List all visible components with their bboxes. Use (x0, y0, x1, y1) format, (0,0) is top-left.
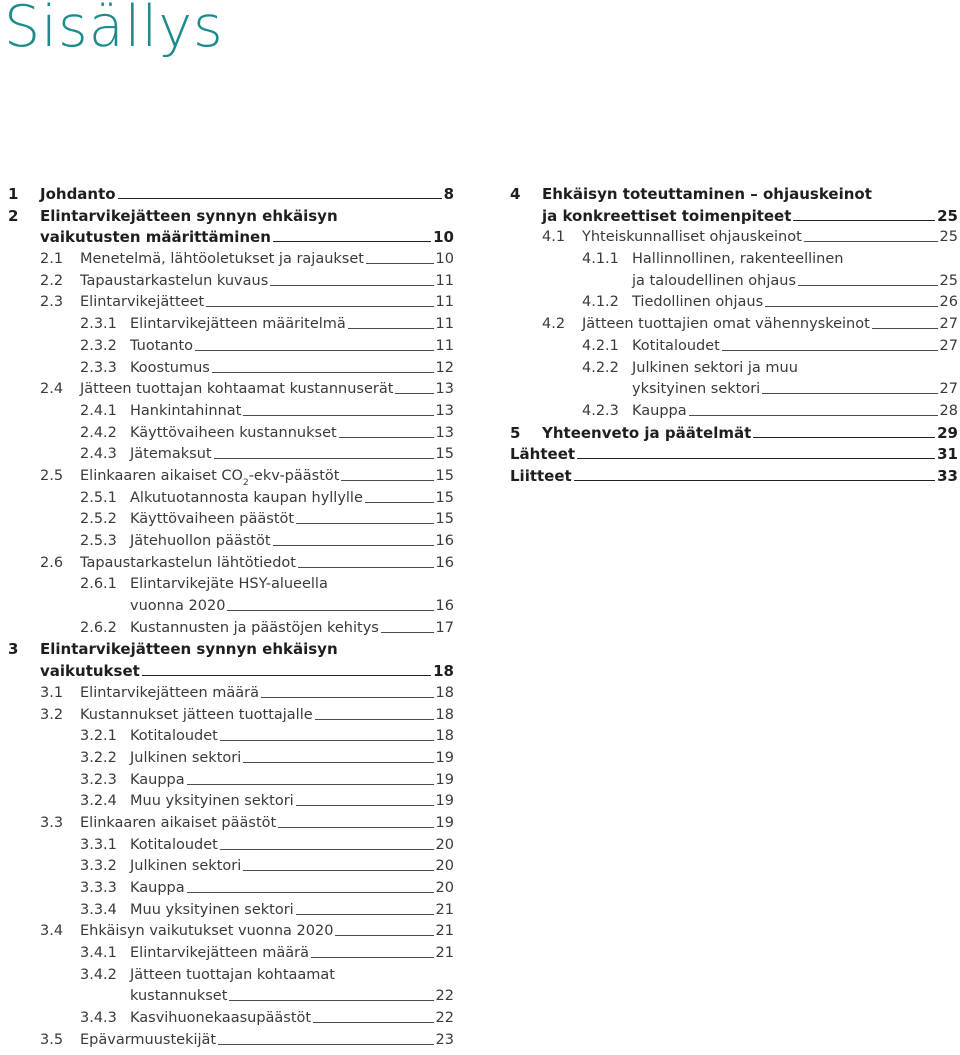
toc-entry-label: Alkutuotannosta kaupan hyllylle (130, 489, 363, 506)
toc-entry-label: Elintarvikejätteen määrä (80, 684, 260, 701)
toc-entry[interactable] (8, 986, 454, 1008)
toc-entry-number: 2.3.1 (80, 316, 117, 333)
toc-entry-page: 25 (937, 206, 958, 225)
leader-line (689, 401, 938, 416)
leader-line (366, 249, 434, 264)
toc-entry-label: Jätehuollon päästöt (130, 533, 271, 549)
toc-entry-label: Julkinen sektori (130, 858, 242, 875)
toc-entry-page: 23 (435, 1031, 454, 1048)
leader-line (273, 531, 434, 546)
toc-entry-page: 21 (435, 923, 454, 940)
toc-entry-page: 13 (435, 424, 454, 441)
toc-entry-page: 20 (435, 858, 454, 875)
toc-left-column (8, 184, 454, 1052)
toc-entry-label: Jätteen tuottajan kohtaamat kustannuserät (80, 381, 394, 398)
leader-line (753, 423, 935, 438)
toc-entry-label: Yhteenveto ja päätelmät (542, 423, 752, 442)
toc-entry-page: 18 (435, 684, 454, 701)
toc-entry-label: Muu yksityinen sektori (130, 793, 294, 810)
toc-entry-label: Jätemaksut (130, 446, 212, 463)
toc-entry-number: 3.3.1 (80, 836, 117, 853)
toc-entry-number: 3.5 (40, 1031, 64, 1048)
toc-entry-number: 2.5.1 (80, 489, 117, 506)
toc-entry-label: Tapaustarkastelun lähtötiedot (80, 554, 296, 571)
toc-entry-label: Julkinen sektori (130, 749, 242, 766)
leader-line (118, 184, 442, 199)
toc-entry-number: 5 (510, 423, 521, 442)
toc-entry[interactable] (8, 488, 454, 510)
toc-entry[interactable] (8, 726, 454, 748)
toc-entry-number: 3.2 (40, 706, 64, 723)
leader-line (798, 271, 938, 286)
toc-entry-label: Kauppa (130, 771, 185, 788)
toc-entry-number: 3.3.3 (80, 880, 117, 896)
toc-entry[interactable] (8, 618, 454, 640)
toc-entry-page: 11 (435, 294, 454, 311)
toc-entry[interactable] (8, 661, 454, 683)
toc-entry-label: ja taloudellinen ohjaus (632, 272, 797, 289)
leader-line (229, 986, 433, 1001)
toc-entry-page: 28 (939, 402, 958, 419)
toc-entry[interactable] (510, 249, 958, 271)
toc-entry-label: Kauppa (632, 402, 687, 419)
toc-entry-number: 3.4.3 (80, 1010, 117, 1027)
toc-entry-label: vaikutusten määrittäminen (40, 228, 271, 247)
page-title: Sisällys (4, 0, 224, 60)
toc-entry-number: 4.1 (542, 229, 566, 246)
toc-entry-label: Yhteiskunnalliset ohjauskeinot (582, 229, 802, 246)
leader-line (270, 271, 433, 286)
toc-entry[interactable] (8, 358, 454, 380)
leader-line (220, 835, 434, 850)
toc-entry-label: Elintarvikejäte HSY-alueella (130, 576, 328, 593)
toc-entry[interactable] (8, 423, 454, 445)
toc-entry-number: 3.2.2 (80, 749, 117, 766)
toc-entry-page: 19 (435, 771, 454, 788)
toc-entry[interactable] (8, 943, 454, 965)
toc-entry-page: 29 (937, 423, 958, 442)
toc-entry-page: 10 (433, 228, 454, 247)
toc-entry[interactable] (8, 574, 454, 596)
toc-entry[interactable] (510, 314, 958, 336)
toc-entry-label: Jätteen tuottajien omat vähennyskeinot (582, 316, 870, 333)
toc-entry-number: 4.1.2 (582, 294, 619, 311)
toc-entry-label: Kotitaloudet (632, 337, 720, 354)
toc-entry-page: 21 (435, 901, 454, 918)
toc-entry-label: Käyttövaiheen kustannukset (130, 424, 337, 441)
toc-entry[interactable] (8, 553, 454, 575)
leader-line (315, 705, 434, 720)
toc-entry-label: Kustannusten ja päästöjen kehitys (130, 619, 379, 636)
toc-entry-label: Elintarvikejätteet (80, 294, 205, 311)
toc-entry-label: Elinkaaren aikaiset päästöt (80, 814, 277, 831)
toc-entry-page: 18 (433, 662, 454, 681)
toc-entry-page: 25 (939, 229, 958, 246)
toc-entry-number: 4.2.1 (582, 337, 619, 354)
toc-entry-label: Kasvihuonekaasupäästöt (130, 1010, 312, 1027)
toc-entry[interactable] (8, 878, 454, 900)
toc-entry-label: ja konkreettiset toimenpiteet (542, 206, 792, 225)
toc-entry[interactable] (510, 358, 958, 380)
leader-line (273, 227, 431, 242)
leader-line (278, 813, 433, 828)
toc-entry-page: 16 (435, 533, 454, 549)
toc-entry-label: Hankintahinnat (130, 402, 242, 419)
toc-entry-page: 19 (435, 749, 454, 766)
toc-entry-page: 33 (937, 466, 958, 485)
toc-entry[interactable] (510, 336, 958, 358)
toc-entry[interactable] (8, 900, 454, 922)
toc-entry-page: 15 (435, 467, 454, 484)
toc-entry[interactable] (8, 1030, 454, 1052)
toc-right-column (510, 184, 958, 488)
toc-entry-label: Elintarvikejätteen määrä (130, 945, 310, 962)
toc-entry-label: Julkinen sektori ja muu (632, 359, 798, 376)
toc-entry-page: 26 (939, 294, 958, 311)
toc-entry-number: 3.3 (40, 814, 64, 831)
toc-entry-label: Kustannukset jätteen tuottajalle (80, 706, 313, 723)
toc-entry-number: 2.3.3 (80, 359, 117, 376)
toc-entry[interactable] (8, 596, 454, 618)
toc-entry[interactable] (8, 271, 454, 293)
toc-entry-page: 15 (435, 489, 454, 506)
toc-entry-number: 2.6.1 (80, 576, 117, 593)
toc-entry[interactable] (510, 423, 958, 445)
toc-entry-page: 25 (939, 272, 958, 289)
toc-entry[interactable] (8, 379, 454, 401)
toc-entry-label: Muu yksityinen sektori (130, 901, 294, 918)
toc-entry[interactable] (8, 856, 454, 878)
toc-entry-page: 27 (939, 381, 958, 398)
toc-entry-page: 31 (937, 445, 958, 464)
toc-entry-label: Johdanto (40, 185, 116, 203)
leader-line (243, 856, 433, 871)
leader-line (220, 726, 434, 741)
toc-entry-number: 2.6 (40, 554, 64, 571)
toc-entry-number: 3.2.3 (80, 771, 117, 788)
toc-entry-label: kustannukset (130, 988, 228, 1005)
toc-entry[interactable] (510, 466, 958, 488)
toc-entry[interactable] (8, 401, 454, 423)
toc-entry-number: 2.3 (40, 294, 64, 311)
toc-entry-page: 13 (435, 381, 454, 398)
toc-entry-number: 2 (8, 206, 19, 225)
toc-entry-number: 3.2.1 (80, 728, 117, 745)
toc-entry[interactable] (510, 379, 958, 401)
toc-entry-page: 11 (435, 316, 454, 333)
toc-entry-page: 18 (435, 728, 454, 745)
leader-line (381, 618, 434, 633)
toc-entry-label: Kotitaloudet (130, 728, 218, 745)
toc-entry-number: 4.2 (542, 316, 566, 333)
toc-entry[interactable] (510, 227, 958, 249)
leader-line (243, 401, 433, 416)
toc-entry-page: 15 (435, 446, 454, 463)
toc-entry-label: Käyttövaiheen päästöt (130, 511, 295, 528)
leader-line (212, 358, 434, 373)
toc-entry-page: 27 (939, 316, 958, 333)
toc-entry[interactable] (510, 271, 958, 293)
toc-entry-number: 2.1 (40, 251, 64, 268)
leader-line (227, 596, 433, 611)
toc-entry-page: 8 (443, 185, 454, 203)
toc-entry-number: 3.1 (40, 684, 64, 701)
toc-entry-number: 3.3.4 (80, 901, 117, 918)
toc-entry-page: 16 (435, 598, 454, 615)
toc-entry-page: 11 (435, 272, 454, 289)
toc-entry-number: 2.4.2 (80, 424, 117, 441)
toc-entry-number: 3.4 (40, 923, 64, 940)
leader-line (577, 444, 935, 459)
toc-entry-number: 3.3.2 (80, 858, 117, 875)
toc-entry[interactable] (8, 791, 454, 813)
toc-entry[interactable] (510, 184, 958, 206)
toc-entry-number: 4.1.1 (582, 251, 619, 268)
toc-entry-page: 20 (435, 836, 454, 853)
toc-entry-label: Elinkaaren aikaiset $CO_2-ekv$-päästöt (80, 467, 340, 488)
toc-entry[interactable] (8, 813, 454, 835)
toc-entry-page: 19 (435, 814, 454, 831)
toc-entry-label: Tiedollinen ohjaus (632, 294, 764, 311)
leader-line (298, 553, 434, 568)
leader-line (311, 943, 434, 958)
toc-entry[interactable] (8, 639, 454, 661)
leader-line (218, 1030, 433, 1045)
toc-entry-number: 3.2.4 (80, 793, 117, 810)
leader-line (339, 423, 434, 438)
toc-entry[interactable] (8, 1008, 454, 1030)
toc-entry-label: Tapaustarkastelun kuvaus (80, 272, 269, 289)
toc-entry[interactable] (510, 401, 958, 423)
toc-entry-label: Kotitaloudet (130, 836, 218, 853)
toc-entry-number: 2.4.3 (80, 446, 117, 463)
toc-entry-page: 19 (435, 793, 454, 810)
leader-line (187, 878, 434, 893)
leader-line (793, 206, 935, 221)
toc-entry-label: Hallinnollinen, rakenteellinen (632, 251, 844, 268)
leader-line (765, 292, 937, 307)
toc-entry[interactable] (510, 206, 958, 228)
toc-entry-number: 4 (510, 185, 521, 203)
toc-entry-number: 2.5.3 (80, 533, 117, 549)
toc-entry-label: Lähteet (510, 445, 576, 464)
toc-entry-label: Liitteet (510, 466, 572, 485)
toc-entry-label: Tuotanto (130, 337, 194, 354)
toc-entry-page: 22 (435, 988, 454, 1005)
toc-entry[interactable] (8, 965, 454, 987)
toc-entry-page: 22 (435, 1010, 454, 1027)
toc-entry-label: Elintarvikejätteen synnyn ehkäisyn (40, 640, 338, 659)
toc-entry-number: 4.2.3 (582, 402, 619, 419)
leader-line (261, 683, 434, 698)
toc-entry-number: 2.3.2 (80, 337, 117, 354)
toc-entry-label: Elintarvikejätteen määritelmä (130, 316, 346, 333)
leader-line (142, 661, 431, 676)
toc-entry-number: 4.2.2 (582, 359, 619, 376)
toc-entry[interactable] (8, 206, 454, 228)
toc-entry-number: 2.4 (40, 381, 64, 398)
toc-entry-number: 2.2 (40, 272, 64, 289)
toc-entry-page: 27 (939, 337, 958, 354)
toc-entry[interactable] (8, 314, 454, 336)
toc-entry[interactable] (8, 770, 454, 792)
toc-entry-number: 3.4.1 (80, 945, 117, 962)
toc-entry[interactable] (8, 227, 454, 249)
toc-entry-number: 2.5.2 (80, 511, 117, 528)
toc-entry-number: 1 (8, 185, 19, 203)
toc-entry-page: 11 (435, 337, 454, 354)
toc-entry[interactable] (8, 336, 454, 358)
leader-line (872, 314, 938, 329)
toc-entry-label: Elintarvikejätteen synnyn ehkäisyn (40, 206, 338, 225)
toc-entry[interactable] (8, 705, 454, 727)
leader-line (206, 292, 433, 307)
toc-entry[interactable] (8, 444, 454, 466)
toc-entry[interactable] (8, 748, 454, 770)
toc-entry[interactable] (510, 444, 958, 466)
toc-entry-label: yksityinen sektori (632, 381, 761, 398)
toc-entry[interactable] (510, 292, 958, 314)
toc-entry[interactable] (8, 184, 454, 206)
toc-entry-label: Jätteen tuottajan kohtaamat (130, 966, 335, 983)
leader-line (195, 336, 434, 351)
leader-line (574, 466, 935, 481)
toc-entry-number: 2.6.2 (80, 619, 117, 636)
toc-entry[interactable] (8, 509, 454, 531)
leader-line (348, 314, 434, 329)
toc-entry-page: 16 (435, 554, 454, 571)
toc-entry-number: 2.5 (40, 467, 64, 484)
leader-line (762, 379, 937, 394)
leader-line (335, 921, 433, 936)
toc-entry-label: Ehkäisyn vaikutukset vuonna 2020 (80, 923, 334, 940)
toc-entry[interactable] (8, 292, 454, 314)
toc-entry-number: 3 (8, 640, 19, 659)
toc-entry[interactable] (8, 835, 454, 857)
toc-entry-page: 10 (435, 251, 454, 268)
leader-line (296, 509, 433, 524)
toc-entry-label: Epävarmuustekijät (80, 1031, 217, 1048)
toc-entry[interactable] (8, 683, 454, 705)
leader-line (243, 748, 433, 763)
toc-entry-page: 12 (435, 359, 454, 376)
toc-entry-page: 20 (435, 880, 454, 896)
toc-entry-page: 15 (435, 511, 454, 528)
leader-line (313, 1008, 433, 1023)
toc-entry-label: Koostumus (130, 359, 210, 376)
leader-line (296, 791, 434, 806)
leader-line (365, 488, 434, 503)
leader-line (804, 227, 938, 242)
leader-line (296, 900, 434, 915)
subscript: 2 (242, 477, 249, 488)
toc-entry[interactable] (8, 466, 454, 488)
toc-entry-page: 21 (435, 945, 454, 962)
toc-entry[interactable] (8, 531, 454, 553)
toc-entry-label: Ehkäisyn toteuttaminen – ohjauskeinot (542, 185, 872, 203)
toc-entry-number: 2.4.1 (80, 402, 117, 419)
toc-entry-number: 3.4.2 (80, 966, 117, 983)
leader-line (187, 770, 434, 785)
leader-line (722, 336, 938, 351)
toc-entry-label: vaikutukset (40, 662, 140, 681)
toc-entry-label: Menetelmä, lähtöoletukset ja rajaukset (80, 251, 364, 268)
toc-entry-label: vuonna 2020 (130, 598, 226, 615)
leader-line (214, 444, 434, 459)
leader-line (395, 379, 433, 394)
toc-entry-page: 18 (435, 706, 454, 723)
leader-line (341, 466, 433, 481)
toc-entry[interactable] (8, 249, 454, 271)
toc-entry-page: 13 (435, 402, 454, 419)
toc-entry[interactable] (8, 921, 454, 943)
toc-entry-label: Kauppa (130, 880, 185, 896)
toc-entry-page: 17 (435, 619, 454, 636)
